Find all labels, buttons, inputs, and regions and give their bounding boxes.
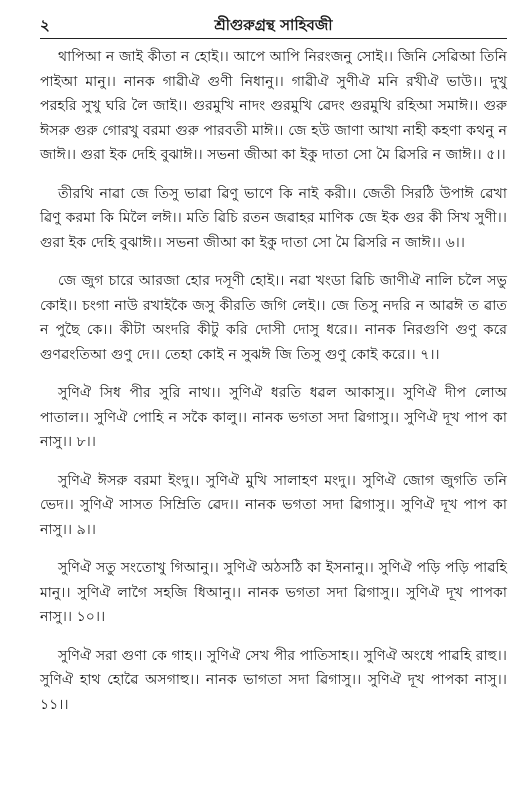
running-title: শ্রীগুরুগ্রন্থ সাহিবজী — [214, 16, 333, 34]
verse-11: সুণিঐ সরা গুণা কে গাহ।। সুণিঐ সেখ পীর পাতিসাহ।। সুণিঐ অংধে পাৱহি রাহু।। সুণিঐ হাথ হোৱৈ অসগাহু।। নানক ভাগতা সদা ৱিগাসু।। সুণিঐ দূখ পাপকা নাসু।। ১১।। — [40, 647, 507, 713]
verse-6: তীরথি নাৱা জে তিসু ভাৱা ৱিণু ভাণে কি নাই করী।। জেতী সিরঠি উপাঈ ৱেখা ৱিণু করমা কি মিলৈ লঈ।। মতি ৱিচি রতন জৱাহর মাণিক জে ইক গুর কী সিখ সুণী।। গুরা ইক দেহি বুঝাঈ।। সভনা জীআ কা ইকু দাতা সো মৈ ৱিসরি ন জাঈ।। ৬।। — [40, 185, 507, 251]
page-header — [40, 12, 507, 39]
page-number: ২ — [40, 16, 50, 34]
verse-list — [40, 45, 507, 717]
verse-10: সুণিঐ সতু সংতোখু গিআনু।। সুণিঐ অঠসঠি কা ইসনানু।। সুণিঐ পড়ি পড়ি পাৱহি মানু।। সুণিঐ লাগৈ সহজি ধিআনু।। নানক ভগতা সদা ৱিগাসু।। সুণিঐ দূখ পাপকা নাসু।। ১০।। — [40, 560, 507, 625]
verse-9: সুণিঐ ঈসরু বরমা ইংদু।। সুণিঐ মুখি সালাহণ মংদু।। সুণিঐ জোগ জুগতি তনি ভেদ।। সুণিঐ সাসত সিম্রিতি ৱেদ।। নানক ভগতা সদা ৱিগাসু।। সুণিঐ দূখ পাপ কা নাসু।। ৯।। — [40, 472, 507, 538]
verse-7: জে জুগ চারে আরজা হোর দসূণী হোই।। নৱা খংডা ৱিচি জাণীঐ নালি চলৈ সভু কোই।। চংগা নাউ রখাইকৈ জসু কীরতি জগি লেই।। জে তিসু নদরি ন আৱঈ ত ৱাত ন পুছৈ কে।। কীটা অংদরি কীটু করি দোসী দোসু ধরে।। নানক নিরগুণি গুণু করে গুণৱংতিআ গুণু দে।। তেহা কোই ন সুঝঈ জি তিসু গুণু কোই করে।। ৭।। — [40, 273, 507, 363]
verse-8: সুণিঐ সিধ পীর সুরি নাথ।। সুণিঐ ধরতি ধৱল আকাসু।। সুণিঐ দীপ লোঅ পাতাল।। সুণিঐ পোহি ন সকৈ কালু।। নানক ভগতা সদা ৱিগাসু।। সুণিঐ দূখ পাপ কা নাসু।। ৮।। — [40, 385, 507, 450]
verse-5: থাপিআ ন জাই কীতা ন হোই।। আপে আপি নিরংজনু সোই।। জিনি সেৱিআ তিনি পাইআ মানু।। নানক গাৱীঐ গুণী নিধানু।। গাৱীঐ সুণীঐ মনি রখীঐ ভাউ।। দুখু পরহরি সুখু ঘরি লৈ জাই।। গুরমুখি নাদং গুরমুখি ৱেদং গুরমুখি রহিআ সমাঈ।। গুরু ঈসরু গুরু গোরখু বরমা গুরু পারবতী মাঈ।। জে হউ জাণা আখা নাহী কহণা কথনু ন জাঈ।। গুরা ইক দেহি বুঝাঈ।। সভনা জীআ কা ইকু দাতা সো মৈ ৱিসরি ন জাঈ।। ৫।। — [40, 49, 507, 163]
